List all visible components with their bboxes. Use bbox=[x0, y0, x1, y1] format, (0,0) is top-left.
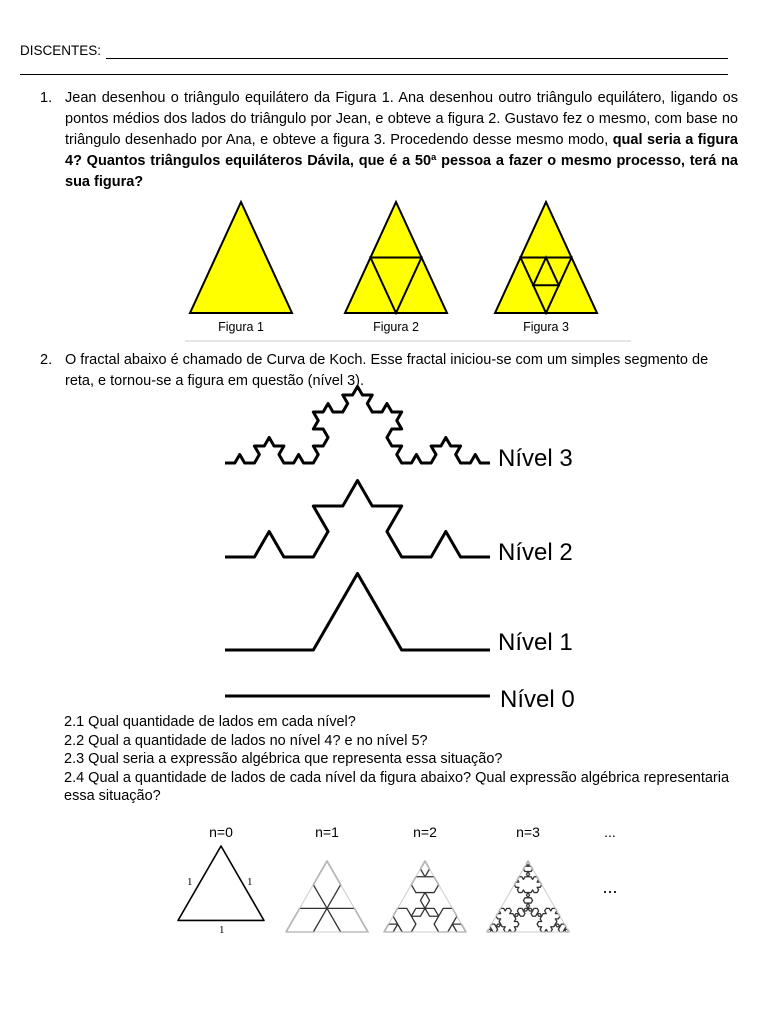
level-2-label: Nível 2 bbox=[498, 539, 573, 566]
subquestion-2-1: 2.1 Qual quantidade de lados em cada nível? bbox=[64, 714, 356, 730]
koch-curve-levels bbox=[215, 385, 595, 715]
side-label-bottom: 1 bbox=[219, 924, 225, 936]
subquestions bbox=[64, 713, 744, 806]
question-1-bold-text: qual seria a figura 4? Quantos triângulos equiláteros Dávila, que é a 50ª pessoa a fazer o mesmo processo, terá na sua figura? bbox=[65, 132, 739, 190]
snowflake-n3 bbox=[487, 861, 569, 932]
figure-3 bbox=[495, 202, 597, 313]
figure-3-label: Figura 3 bbox=[523, 320, 569, 334]
students-label: DISCENTES: bbox=[20, 43, 102, 58]
snowflake-n2 bbox=[384, 861, 466, 932]
subquestion-2-3: 2.3 Qual seria a expressão algébrica que representa essa situação? bbox=[64, 751, 503, 767]
question-2-text: O fractal abaixo é chamado de Curva de Koch. Esse fractal iniciou-se com um simples segmento de reta, e tornou-se a figura em questão (nível 3). bbox=[65, 352, 709, 389]
snowflake-ellipsis-top: ... bbox=[604, 824, 616, 840]
question-2-number: 2. bbox=[40, 352, 53, 368]
students-name-line-2[interactable] bbox=[20, 74, 728, 75]
level-3-label: Nível 3 bbox=[498, 445, 573, 472]
snowflake-ellipsis: ... bbox=[602, 877, 618, 897]
figure-1 bbox=[190, 202, 292, 313]
koch-snowflakes bbox=[170, 818, 630, 948]
subquestion-2-2: 2.2 Qual a quantidade de lados no nível 4? e no nível 5? bbox=[64, 732, 428, 749]
koch-level-1-curve bbox=[225, 574, 490, 651]
question-1-text bbox=[65, 88, 738, 193]
question-1-number: 1. bbox=[40, 90, 53, 106]
koch-level-2-curve bbox=[225, 481, 490, 558]
figure-2 bbox=[345, 202, 447, 313]
snowflake-n1-label: n=1 bbox=[315, 824, 339, 840]
sierpinski-figures bbox=[185, 195, 635, 345]
question-1-plain-text: Jean desenhou o triângulo equilátero da Figura 1. Ana desenhou outro triângulo equilátero, ligando os pontos médios dos lados do triângulo por Jean, e obteve a figura 2. Gustavo fez o mesmo, com base no triângulo desenhado por Ana, e obteve a figura 3. Procedendo desse mesmo modo, bbox=[65, 90, 738, 148]
subquestion-2-4: 2.4 Qual a quantidade de lados de cada nível da figura abaixo? Qual expressão algébrica representaria essa situação? bbox=[64, 769, 730, 804]
level-1-label: Nível 1 bbox=[498, 629, 573, 656]
snowflake-n0-label: n=0 bbox=[209, 824, 233, 840]
figure-1-triangle bbox=[190, 202, 292, 313]
snowflake-n1 bbox=[286, 861, 368, 932]
figure-2-label: Figura 2 bbox=[373, 320, 419, 334]
snowflake-n3-label: n=3 bbox=[516, 824, 540, 840]
side-label-right: 1 bbox=[247, 876, 253, 888]
figure-1-label: Figura 1 bbox=[218, 320, 264, 334]
koch-level-3-curve bbox=[225, 387, 490, 464]
level-0-label: Nível 0 bbox=[500, 686, 575, 713]
students-name-line[interactable] bbox=[106, 58, 728, 59]
side-label-left: 1 bbox=[187, 876, 193, 888]
snowflake-n2-label: n=2 bbox=[413, 824, 437, 840]
snowflake-n1-inner-triangle bbox=[286, 861, 368, 932]
